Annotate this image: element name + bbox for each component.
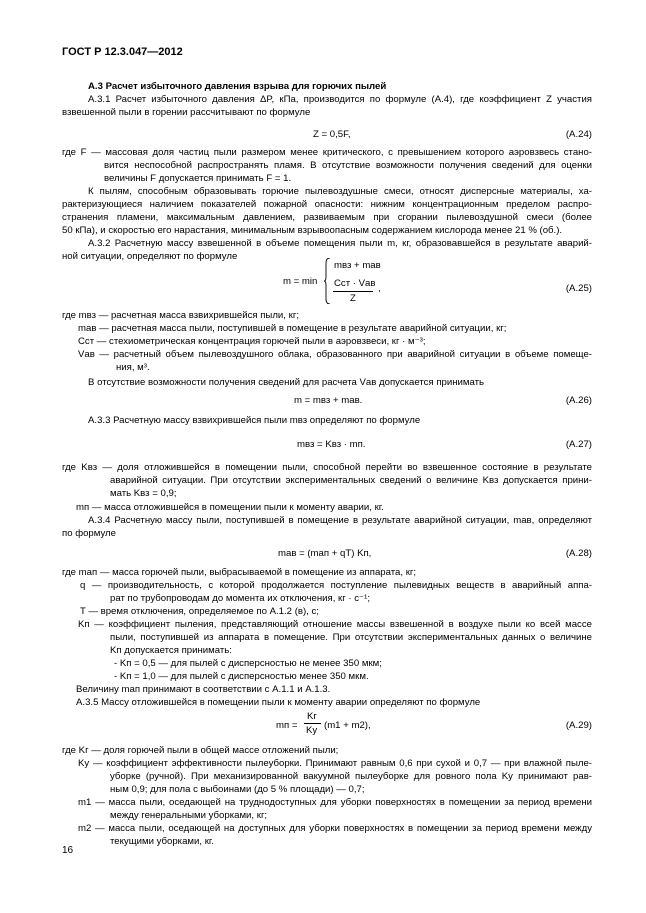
where-line: Kп — коэффициент пыления, представляющий отношение массы взвешенной в воздухе пыли ко всей массе [78,619,592,630]
paragraph-line: А.3.3 Расчетную массу взвихрившейся пыли mвз определяют по формуле [88,415,421,426]
equation-number: (А.25) [565,283,592,294]
where-line: ным 0,9; для пола с выбоинами (до 5 % площади) — 0,7; [110,784,365,795]
formula-a25-comma: , [378,283,381,294]
formula-a26: m = mвз + mав. [294,395,363,406]
brace-icon [324,258,330,304]
formula-a25-denominator: Z [350,293,356,304]
where-line: mав — расчетная масса пыли, поступившей в помещение в результате аварийной ситуации, кг; [78,323,507,334]
where-line: где Kг — доля горючей пыли в общей массе отложений пыли; [62,745,339,756]
paragraph-line: Величину mап принимают в соответствии с А.1.1 и А.1.3. [76,684,331,695]
paragraph-line: К пылям, способным образовывать горючие пылевоздушные смеси, относят дисперсные материалы, ха- [88,186,592,197]
where-line: T — время отключения, определяемое по А.1.2 (в), с; [80,606,319,617]
where-line: Kу — коэффициент эффективности пылеуборки. Принимают равным 0,6 при сухой и 0,7 — при влажной пыле- [78,758,592,769]
page-number: 16 [62,845,74,856]
where-line: Cст — стехиометрическая концентрация горючей пыли в аэровзвеси, кг · м⁻³; [78,336,426,347]
paragraph-line: рактеризующиеся наличием показателей пожарной опасности: нижним концентрационным пределом распро- [62,199,592,210]
paragraph-line: по формуле [62,528,116,539]
equation-number: (А.24) [565,129,592,140]
list-item: - Kп = 1,0 — для пылей с дисперсностью менее 350 мкм. [114,671,369,682]
equation-number: (А.26) [565,395,592,406]
where-line: вится неспособной распространять пламя. В отсутствие возможности получения сведений для оценки [104,160,592,171]
where-line: m1 — масса пыли, оседающей на труднодоступных для уборки поверхностях в помещении за период времени [78,797,592,808]
paragraph-line: 50 кПа), и скоростью его нарастания, минимальным взрывоопасным содержанием кислорода менее 21 % (об.). [62,225,563,236]
paragraph-line: А.3.4 Расчетную массу пыли, поступившей в помещение в результате аварийной ситуации, mав, определяют [88,515,592,526]
paragraph-line: странения пламени, максимальным давлением, развиваемым при сгорании пылевоздушной смеси (более [62,212,592,223]
formula-a25-numerator: Cст · Vав [334,278,376,289]
where-line: где mап — масса горючей пыли, выбрасываемой в помещение из аппарата, кг; [62,567,417,578]
where-line: текущими уборками, кг. [110,836,214,847]
formula-a25-option1: mвз + mав [334,260,381,271]
where-line: Kп допускается принимать: [110,645,232,656]
paragraph-line: ной ситуации, определяют по формуле [62,251,238,262]
formula-a25-lhs: m = min [283,276,318,287]
where-line: Vав — расчетный объем пылевоздушного облака, образованного при аварийной ситуации в объеме помеще- [78,349,592,360]
formula-a29-numerator: Kг [307,711,317,722]
equation-number: (А.29) [565,720,592,731]
where-line: где Kвз — доля отложившейся в помещении пыли, способной перейти во взвешенное состояние в результате [62,462,592,473]
where-line: ния, м³. [116,362,150,373]
where-line: где mвз — расчетная масса взвихрившейся пыли, кг; [62,310,299,321]
list-item: - Kп = 0,5 — для пылей с дисперсностью не менее 350 мкм; [114,658,382,669]
formula-a29-rhs: (m1 + m2), [324,720,371,731]
formula-a29-lhs: mп = [276,720,298,731]
formula-a27: mвз = Kвз · mп. [297,439,366,450]
where-line: между генеральными уборками, кг; [110,810,268,821]
equation-number: (А.27) [565,439,592,450]
where-line: m2 — масса пыли, оседающей на доступных для уборки поверхностях в помещении за период времени между [78,823,592,834]
formula-a29-denominator: Kу [306,725,318,736]
where-line: q — производительность, с которой продолжается поступление пылевидных веществ в аварийный аппа- [80,580,592,591]
paragraph-line: А.3.5 Массу отложившейся в помещении пыли к моменту аварии определяют по формуле [76,697,481,708]
equation-number: (А.28) [565,548,592,559]
document-header: ГОСТ Р 12.3.047—2012 [62,46,183,58]
where-line: аварийной ситуации. При отсутствии экспериментальных сведений о величине Kвз допускается прини- [110,475,592,486]
where-line: мать Kвз = 0,9; [110,488,177,499]
where-line: уборке (ручной). При механизированной вакуумной пылеуборке для ровного пола Kу принимают рав- [110,771,592,782]
paragraph-line: А.3.1 Расчет избыточного давления ΔP, кПа, производится по формуле (А.4), где коэффициент Z участия [88,94,592,105]
paragraph-line: В отсутствие возможности получения сведений для расчета Vав допускается принимать [88,377,484,388]
where-line: величины F допускается принимать F = 1. [104,173,292,184]
formula-a28: mав = (mап + qT) Kп, [278,548,372,559]
paragraph-line: взвешенной пыли в горении рассчитывают по формуле [62,107,311,118]
where-line: пыли, поступившей из аппарата в помещение. При отсутствии экспериментальных данных о величине [110,632,592,643]
where-line: mп — масса отложившейся в помещении пыли к моменту аварии, кг. [76,502,384,513]
formula-a24: Z = 0,5F, [313,129,351,140]
paragraph-line: А.3.2 Расчетную массу взвешенной в объеме помещения пыли m, кг, образовавшейся в результате аварий- [88,238,592,249]
section-title: А.3 Расчет избыточного давления взрыва для горючих пылей [88,81,387,92]
where-line: где F — массовая доля частиц пыли размером менее критического, с превышением которого аэровзвесь стано- [62,147,592,158]
where-line: рат по трубопроводам до момента их отключения, кг · с⁻¹; [110,593,370,604]
